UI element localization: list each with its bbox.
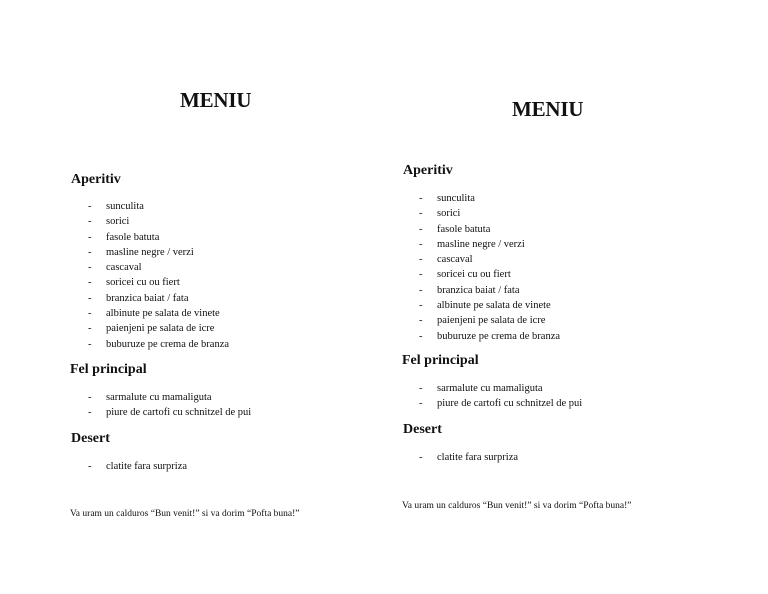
section-heading-aperitiv: Aperitiv xyxy=(403,163,453,178)
section-heading-fel-principal: Fel principal xyxy=(70,362,147,377)
closing-message: Va uram un calduros “Bun venit!” si va dorim “Pofta buna!” xyxy=(70,509,300,519)
closing-message: Va uram un calduros “Bun venit!” si va dorim “Pofta buna!” xyxy=(402,501,632,511)
section-heading-aperitiv: Aperitiv xyxy=(71,172,121,187)
section-heading-desert: Desert xyxy=(403,422,442,437)
menu-title: MENIU xyxy=(180,88,252,112)
section-heading-desert: Desert xyxy=(71,431,110,446)
menu-title: MENIU xyxy=(512,97,584,121)
section-heading-fel-principal: Fel principal xyxy=(402,353,479,368)
